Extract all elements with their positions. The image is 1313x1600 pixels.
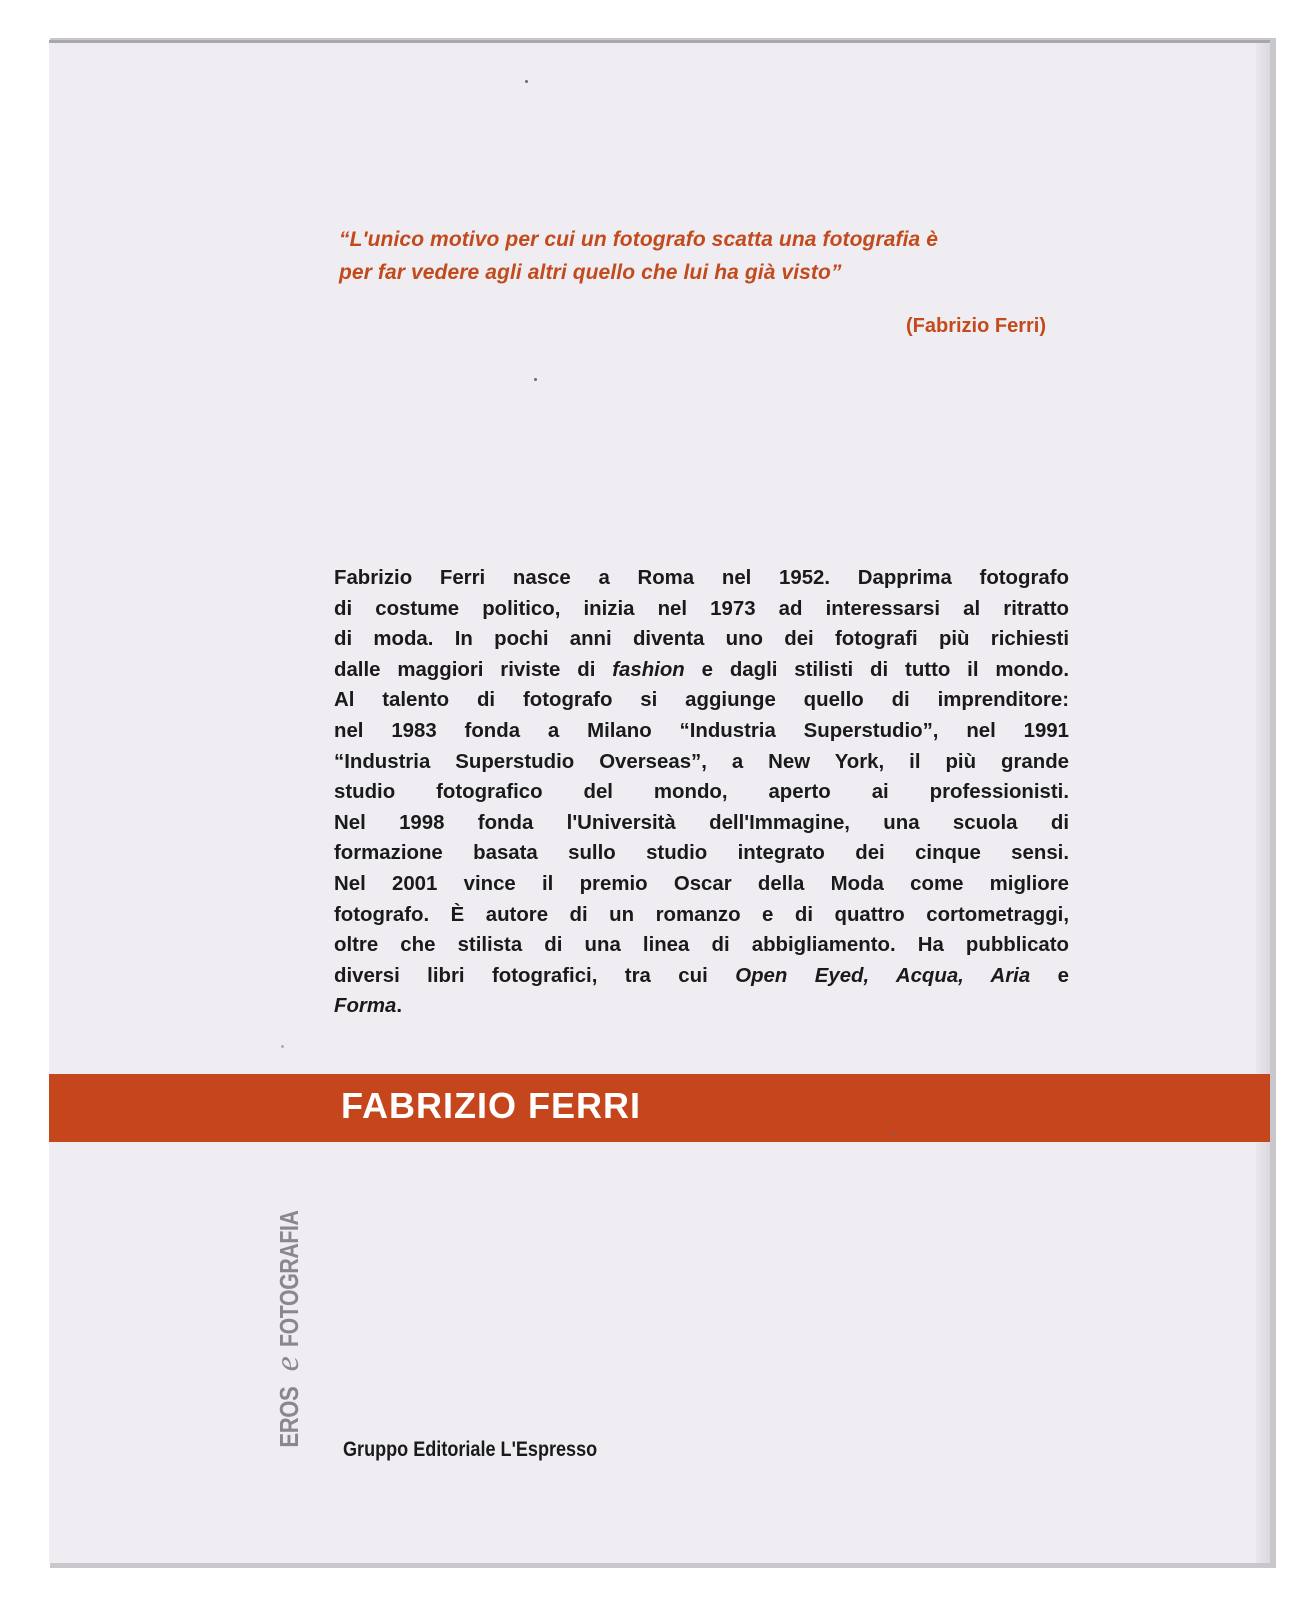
paper-speck [525,80,528,83]
author-name: FABRIZIO FERRI [341,1085,641,1126]
bio-line: nel 1983 fonda a Milano “Industria Superstudio”, nel 1991 [334,719,1069,742]
bio-italic-titles: Open Eyed, Acqua, Aria [735,964,1031,987]
paper-speck [281,1045,284,1048]
cover-edge [1256,43,1270,1563]
bio-line: Al talento di fotografo si aggiunge quello di imprenditore: [334,689,1069,712]
paper-speck [892,1133,895,1136]
quote-line-2: per far vedere agli altri quello che lui ha già visto” [339,261,842,284]
series-name [269,1180,307,1453]
bio-line [334,991,1069,1022]
bio-line [334,961,1069,992]
paper-speck [534,378,537,381]
author-biography [334,563,1069,1022]
bio-line: oltre che stilista di una linea di abbigliamento. Ha pubblicato [334,934,1069,957]
bio-line: di moda. In pochi anni diventa uno dei fotografi più richiesti [334,628,1069,651]
bio-line: Nel 2001 vince il premio Oscar della Moda come migliore [334,872,1069,895]
bio-line: formazione basata sullo studio integrato dei cinque sensi. [334,842,1069,865]
bio-text: e [1030,964,1069,987]
quote-attribution: (Fabrizio Ferri) [905,315,1046,337]
bio-text: . [396,995,402,1018]
bio-line: di costume politico, inizia nel 1973 ad interessarsi al ritratto [334,597,1069,620]
bio-line: “Industria Superstudio Overseas”, a New York, il più grande [334,750,1069,773]
series-word-fotografia: FOTOGRAFIA [274,1210,304,1347]
bio-text: diversi libri fotografici, tra cui [334,964,736,987]
title-band [49,1074,1270,1142]
quote-line-1: “L'unico motivo per cui un fotografo scatta una fotografia è [339,228,939,251]
book-back-cover [49,40,1270,1563]
bio-text: dalle maggiori riviste di [334,658,613,681]
bio-italic-fashion: fashion [612,658,685,681]
bio-text: e dagli stilisti di tutto il mondo. [684,658,1069,681]
series-word-eros: EROS [274,1386,304,1448]
publisher-name: Gruppo Editoriale L'Espresso [343,1438,598,1461]
bio-line: studio fotografico del mondo, aperto ai professionisti. [334,781,1069,804]
series-connector: e [269,1356,306,1372]
epigraph-quote [339,223,1109,289]
bio-line: Nel 1998 fonda l'Università dell'Immagine, una scuola di [334,811,1069,834]
bio-italic-forma: Forma [334,995,397,1018]
bio-line [334,655,1069,686]
bio-line: Fabrizio Ferri nasce a Roma nel 1952. Dapprima fotografo [334,567,1069,589]
bio-line: fotografo. È autore di un romanzo e di quattro cortometraggi, [334,903,1069,926]
